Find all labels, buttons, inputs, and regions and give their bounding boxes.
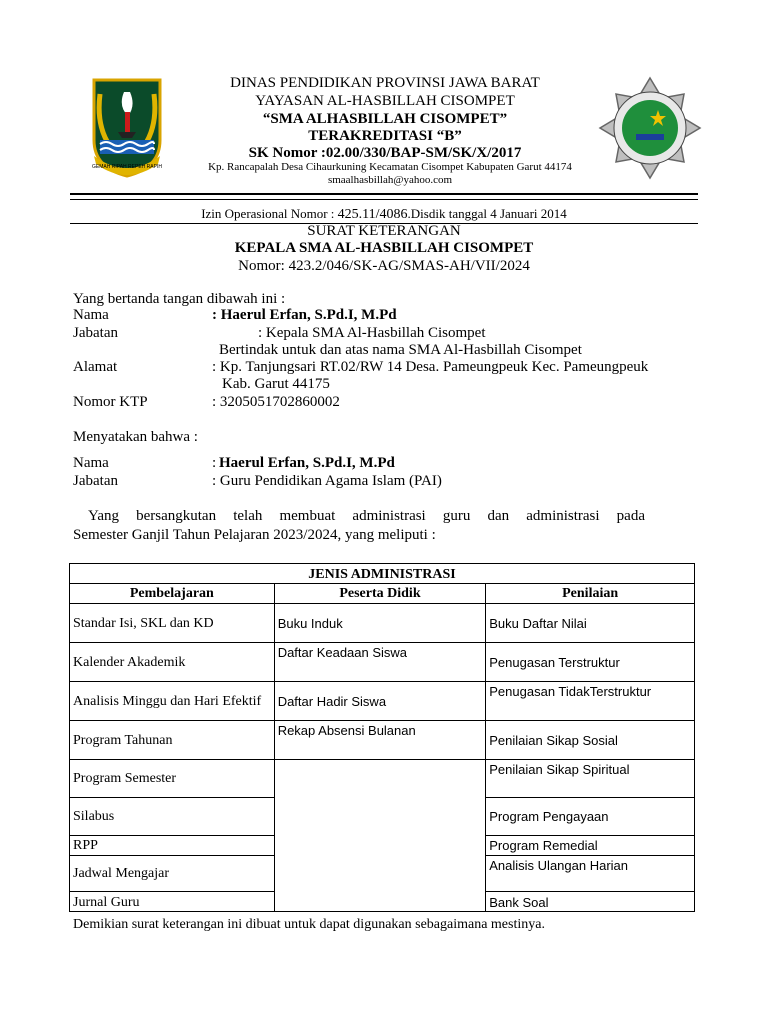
- emblem-motto: GEMAH RIPAH REPEH RAPIH: [92, 164, 162, 170]
- table-cell: Silabus: [70, 798, 275, 836]
- letter-title: SURAT KETERANGAN: [307, 223, 461, 239]
- table-cell: Program Remedial: [486, 836, 695, 856]
- signer-ktp-label: Nomor KTP: [73, 394, 148, 410]
- table-cell: Kalender Akademik: [70, 643, 275, 682]
- header-pembelajaran: Pembelajaran: [70, 584, 275, 604]
- table-row: [70, 760, 695, 798]
- header-divider-bottom: [70, 199, 698, 200]
- header-accreditation: TERAKREDITASI “B”: [308, 128, 462, 144]
- table-cell: Penugasan Terstruktur: [486, 643, 695, 682]
- table-row: [70, 682, 695, 721]
- table-header-row: [70, 584, 695, 604]
- signer-position-value: : Kepala SMA Al-Hasbillah Cisompet: [258, 325, 486, 341]
- signer-position-label: Jabatan: [73, 325, 118, 341]
- table-cell: Rekap Absensi Bulanan: [274, 721, 486, 760]
- permit-number: 425.11/4086: [337, 207, 408, 222]
- declares-name-label: Nama: [73, 455, 109, 471]
- table-cell: Analisis Ulangan Harian: [486, 856, 695, 892]
- signer-address-label: Alamat: [73, 359, 118, 375]
- table-cell: Standar Isi, SKL dan KD: [70, 604, 275, 643]
- declares-position-value: : Guru Pendidikan Agama Islam (PAI): [212, 473, 442, 489]
- header-sk-number: SK Nomor :02.00/330/BAP-SM/SK/X/2017: [248, 145, 522, 161]
- table-cell: Program Tahunan: [70, 721, 275, 760]
- signer-name-label: Nama: [73, 307, 109, 323]
- permit-prefix: Izin Operasional Nomor :: [201, 206, 338, 221]
- administration-table: [69, 563, 695, 912]
- table-cell: Buku Daftar Nilai: [486, 604, 695, 643]
- table-cell: Jadwal Mengajar: [70, 856, 275, 892]
- signer-acting: Bertindak untuk dan atas nama SMA Al-Hasbillah Cisompet: [219, 342, 582, 358]
- permit-suffix: .Disdik tanggal 4 Januari 2014: [407, 206, 567, 221]
- declares-intro: Menyatakan bahwa :: [73, 429, 198, 445]
- table-cell: Jurnal Guru: [70, 892, 275, 912]
- table-cell: Penilaian Sikap Sosial: [486, 721, 695, 760]
- declares-name-value: Haerul Erfan, S.Pd.I, M.Pd: [219, 455, 395, 471]
- signer-ktp-value: : 3205051702860002: [212, 394, 340, 410]
- table-cell: RPP: [70, 836, 275, 856]
- table-cell: Program Semester: [70, 760, 275, 798]
- table-title: JENIS ADMINISTRASI: [70, 564, 695, 584]
- body-paragraph-line2: Semester Ganjil Tahun Pelajaran 2023/2024, yang meliputi :: [73, 527, 436, 543]
- declares-name-colon: :: [212, 455, 217, 471]
- operational-permit: [70, 206, 698, 223]
- header-agency: DINAS PENDIDIKAN PROVINSI JAWA BARAT: [230, 75, 540, 91]
- table-cell: Penugasan TidakTerstruktur: [486, 682, 695, 721]
- header-penilaian: Penilaian: [486, 584, 695, 604]
- declares-position-label: Jabatan: [73, 473, 118, 489]
- table-cell: Daftar Keadaan Siswa: [274, 643, 486, 682]
- signer-intro: Yang bertanda tangan dibawah ini :: [73, 291, 286, 307]
- table-cell: Buku Induk: [274, 604, 486, 643]
- table-row: [70, 604, 695, 643]
- table-cell: Analisis Minggu dan Hari Efektif: [70, 682, 275, 721]
- table-row: [70, 721, 695, 760]
- closing-statement: Demikian surat keterangan ini dibuat untuk dapat digunakan sebagaimana mestinya.: [73, 917, 545, 932]
- signer-address-line1: : Kp. Tanjungsari RT.02/RW 14 Desa. Pameungpeuk Kec. Pameungpeuk: [212, 359, 649, 375]
- table-row: [70, 643, 695, 682]
- signer-address-line2: Kab. Garut 44175: [222, 376, 330, 392]
- signer-name-value: : Haerul Erfan, S.Pd.I, M.Pd: [212, 307, 397, 323]
- header-peserta-didik: Peserta Didik: [274, 584, 486, 604]
- letter-number: Nomor: 423.2/046/SK-AG/SMAS-AH/VII/2024: [238, 258, 530, 274]
- header-address: Kp. Rancapalah Desa Cihaurkuning Kecamatan Cisompet Kabupaten Garut 44174: [208, 161, 572, 173]
- table-title-row: [70, 564, 695, 584]
- table-empty-cell: [274, 760, 486, 912]
- table-cell: Bank Soal: [486, 892, 695, 912]
- letter-subtitle: KEPALA SMA AL-HASBILLAH CISOMPET: [234, 240, 534, 256]
- table-cell: Penilaian Sikap Spiritual: [486, 760, 695, 798]
- table-cell: Daftar Hadir Siswa: [274, 682, 486, 721]
- table-cell: Program Pengayaan: [486, 798, 695, 836]
- body-paragraph-line1: Yang bersangkutan telah membuat administrasi guru dan administrasi pada: [88, 508, 645, 524]
- header-divider-top: [70, 193, 698, 195]
- school-emblem: [598, 76, 702, 180]
- jawa-barat-emblem: [88, 76, 166, 180]
- header-foundation: YAYASAN AL-HASBILLAH CISOMPET: [255, 93, 515, 109]
- header-school-name: “SMA ALHASBILLAH CISOMPET”: [262, 111, 508, 127]
- header-email: smaalhasbillah@yahoo.com: [327, 174, 453, 186]
